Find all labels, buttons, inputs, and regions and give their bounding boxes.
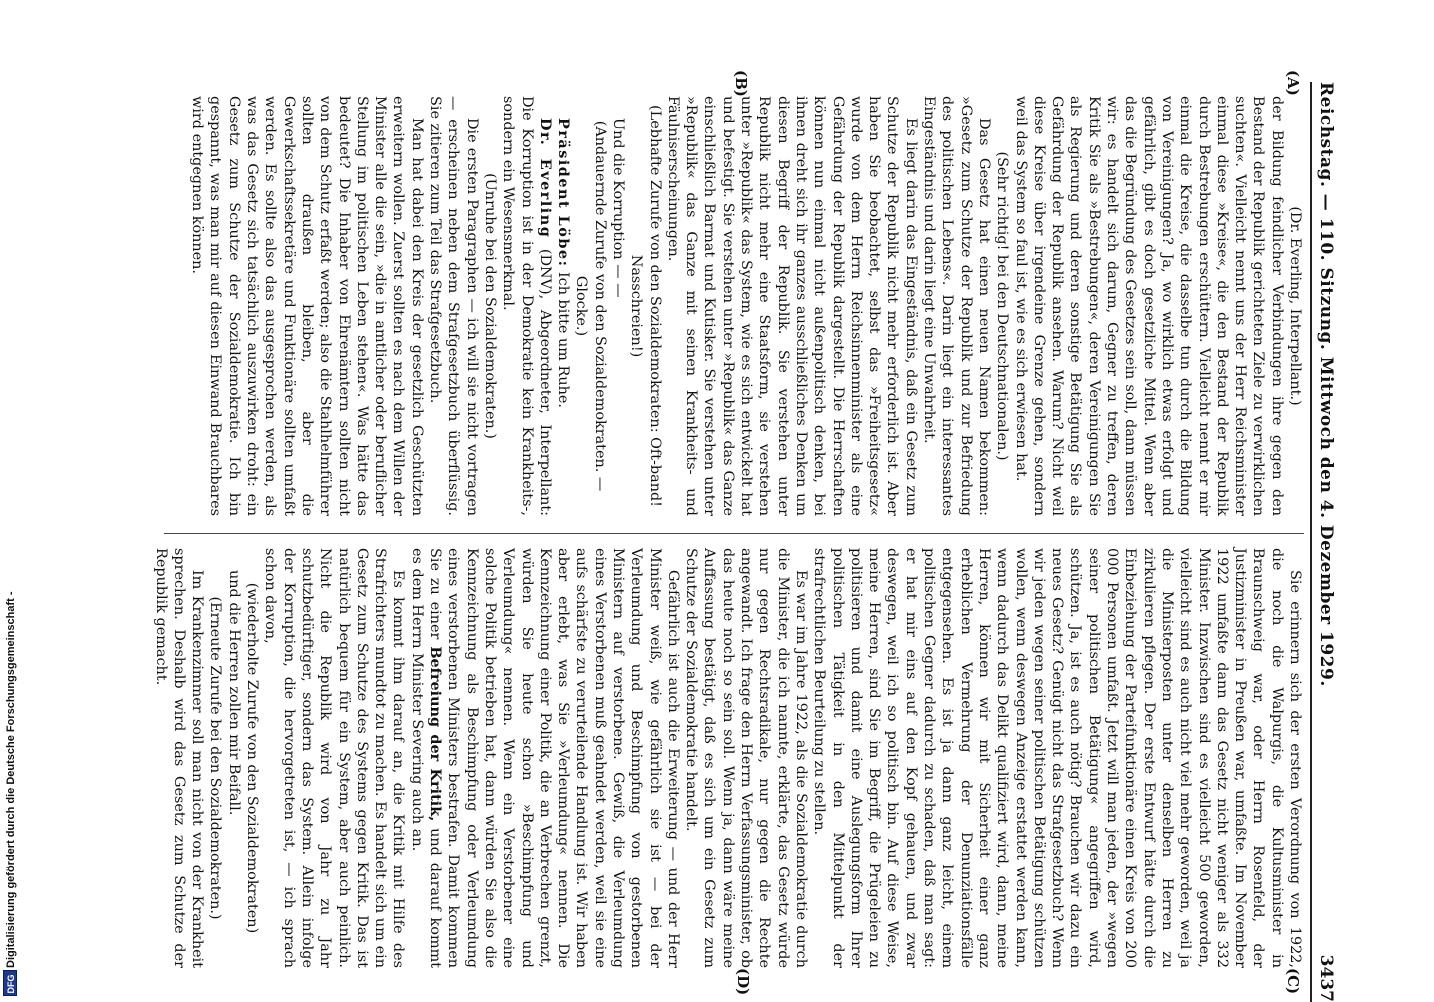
bold-phrase: Befreiung der Kritik, [427, 646, 445, 822]
page-number: 3437 [1316, 954, 1336, 1002]
reaction: (Unruhe bei den Sozialdemokraten.) [481, 173, 498, 439]
page-header [1312, 82, 1340, 1002]
paragraph: Im Krankenzimmer soll man nicht von der Krankheit sprechen. Deshalb wird das Gesetz zum Schutze der Republik gemacht. [152, 548, 206, 968]
header-rule [1310, 82, 1312, 1002]
scanned-page [120, 0, 1350, 1000]
reaction: (Andauernde Zurufe von den Sozialdemokraten. — Glocke.) [573, 120, 608, 492]
dfg-logo-text: DFG [6, 974, 16, 994]
paragraph: und die Herren zollen mir Beifall. [225, 570, 242, 816]
speaker-paragraph [499, 96, 554, 516]
speaker-line: (Dr. Everling, Interpellant.) [1287, 206, 1303, 406]
margin-marker-c: (C) [1284, 968, 1302, 995]
paragraph: der Bildung feindlicher Verbindungen ihre gegen den Bestand der Republik gerichteten Ziele zu verwirklichen suchten«. Vielleicht nennt uns der Herr Reichsminister einmal diese »Kreise«, die den Bestand der Republik durch Bestrebungen erschüttern. Vielleicht nennt er mir einmal die Kreise, die dasselbe tun durch die Bildung von Vereinigungen? Ja, wo wirklich etwas erfolgt und gefährlich, gibt es doch gesetzliche Mittel. Wenn aber das die Begründung des Gesetzes sein soll, dann müssen wir: es handelt sich darum, Gegner zu treffen, deren Kritik Sie als »Bestrebungen«, deren Vereinigungen Sie als Regierung und deren sonstige Betätigung Sie als Gefährdung der Republik ansehen. Warum? Nicht weil diese Kreise über irgendeine Grenze gehen, sondern weil das System so faul ist, wie es sich erwiesen hat. [1012, 96, 1285, 516]
paragraph: Sie erinnern sich der ersten Verordnung von 1922, die noch die Walpurgis, die Kultusminister in Braunschweig war, oder Herrn Rosenfeld, der Justizminister in Preußen war, umfaßte. Im November 1922 umfaßte dann das Gesetz nicht weniger als 332 Minister. Inzwischen sind es vielleicht 500 geworden, vielleicht sind es auch nicht viel mehr geworden, weil ja die Ministerposten unter denselben Herren zu zirkulieren pflegen. Der erste Entwurf hätte durch die Einbeziehung der Parteifunktionäre einen Kreis von 200 000 Personen umfaßt. Jetzt will man jeden, der »wegen seiner politischen Betätigung« angegriffen wird, schützen. Ja, ist es auch nötig? Brauchen wir dazu ein neues Gesetz? Genügt nicht das Strafgesetzbuch? Wenn wir jeden wegen seiner politischen Betätigung schützen wollen, wenn deswegen Anzeige erstattet werden kann, wenn dadurch das Delikt qualifiziert wird, dann, meine Herren, können wir mit Sicherheit einer ganz erheblichen Vermehrung der Denunziationsfälle entgegensehen. Es ist ja dann ganz leicht, einem politischen Gegner dadurch zu schaden, daß man sagt: er hat mir eins auf den Kopf gehauen, und zwar deswegen, weil ich so politisch bin. Auf diese Weise, meine Herren, sind Sie im Begriff, die Prügeleien zu politisieren und damit eine Auslegungsform Ihrer politischen Tätigkeit in den Mittelpunkt der strafrechtlichen Beurteilung zu stellen. [811, 548, 1303, 968]
paragraph: Es kommt ihm darauf an, die Kritik mit Hilfe des Strafrichters mundtot zu machen. Es handelt sich um ein Gesetz zum Schutze des Systems gegen Kritik. Das ist natürlich bequem für ein System, aber auch peinlich. Nicht die Republik wird von Jahr zu Jahr schutzbedürftiger, sondern das System. Allein infolge der Korruption, die hervorgetreten ist, — ich sprach schon davon, [262, 548, 407, 968]
president-line [554, 96, 572, 516]
dfg-credit-text: Digitalisierung gefördert durch die Deutsche Forschungsgemeinschaft - [5, 591, 17, 968]
margin-marker-b: (B) [732, 70, 750, 97]
reaction: (Sehr richtig! bei den Deutschnationalen.) [994, 151, 1011, 461]
right-column [140, 548, 1304, 968]
paragraph: Die ersten Paragraphen — ich will sie nicht vortragen — erscheinen neben dem Strafgesetzbuch überflüssig. Sie zitieren zum Teil das Strafgesetzbuch. [427, 96, 480, 516]
paragraph-text: Gefährlich ist auch die Erweiterung — und der Herr Minister weiß, wie gefährlich sie ist — bei der Verleumdung und Beschimpfung von gestorbenen Ministern auf verstorbene. Gewiß, die Verleumdung eines Verstorbenen muß geahndet werden, weil sie eine aufs schärfste zu verurteilende Handlung ist. Wir haben aber erlebt, was Sie »Verleumdung« nennen. Die Kennzeichnung einer Politik, die an Verbrechen grenzt, würden Sie heute schon »Beschimpfung und Verleumdung« nennen. Wenn ein Verstorbener eine solche Politik betrieben hat, dann würden Sie also die Kennzeichnung als Beschimpfung oder Verleumdung eines verstorbenen Ministers bestrafen. Damit kommen Sie zu einer [427, 548, 681, 968]
column-divider [164, 533, 1304, 534]
paragraph: Das Gesetz hat einen neuen Namen bekommen: »Gesetz zum Schutze der Republik und zur Befriedung des politischen Lebens«. Darin liegt ein interessantes Eingeständnis und darin liegt eine Unwahrheit. [921, 96, 992, 516]
scanned-page-area [120, 0, 1350, 1000]
president-name: Präsident Löbe: [555, 118, 573, 268]
paragraph: Und die Korruption — — [610, 118, 627, 298]
paragraph [407, 548, 681, 968]
reaction: (Lebhafte Zurufe von den Sozialdemokraten: Oft-band! Nasschreien!) [628, 105, 663, 507]
speaker-name: Dr. Everling [536, 118, 554, 239]
reaction: (Erneute Zurufe bei den Sozialdemokraten.) [207, 596, 224, 920]
speaker-text: (DNV), Abgeordneter, Interpellant: Die Korruption ist in der Demokratie kein Krankheits-, sondern ein Wesensmerkmal. [500, 96, 553, 516]
page-title: Reichstag. — 110. Sitzung. Mittwoch den 4. Dezember 1929. [1316, 82, 1336, 687]
paragraph: Es liegt darin das Eingeständnis, daß ein Gesetz zum Schutze der Republik nicht mehr erforderlich ist. Aber haben Sie beobachtet, selbst das »Freiheitsgesetz« wurde von dem Herrn Reichsinnenminister als eine Gefährdung der Republik dargestellt. Die Herrschaften können nun einmal nicht außenpolitisch denken, bei ihnen dreht sich ihr ganzes ausschließliches Denken um diesen Begriff der Republik. Sie verstehen unter Republik nicht mehr eine Staatsform, sie verstehen unter »Republik« das System, wie es sich entwickelt hat und befestigt. Sie verstehen unter »Republik« das Ganze einschließlich Barmat und Kutisker. Sie verstehen unter »Republik« das Ganze mit seinen Krankheits- und Fäulniserscheinungen. [664, 96, 919, 516]
margin-marker-d: (D) [734, 968, 752, 996]
paragraph-text: und darauf kommt es dem Herrn Minister Severing auch an. [408, 548, 444, 969]
left-column [140, 96, 1304, 516]
president-text: Ich bitte um Ruhe. [555, 271, 572, 408]
paragraph: Man hat dabei den Kreis der gesetzlich Geschützten erweitern wollen. Zuerst sollten es nach dem Willen der Minister alle die sein, »die in amtlicher oder beruflicher Stellung im politischen Leben stehen«. Was hätte das bedeutet? Die Inhaber von Ehrenämtern sollten nicht von dem Schutz erfaßt werden; also die Stahlhelmführer sollten draußen bleiben, aber die Gewerkschaftssekretäre und Funktionäre sollten umfaßt werden. Es sollte also das ausgesprochen werden, als was das Gesetz sich tatsächlich auszuwirken droht: ein Gesetz zum Schutze der Sozialdemokratie. Ich bin gespannt, was man mir auf diesen Einwand Brauchbares wird entgegnen können. [189, 96, 425, 516]
paragraph: Es war im Jahre 1922, als die Sozialdemokratie durch die Minister, die ich nannte, erklärte, das Gesetz würde nur gegen Rechtsradikale, nur gegen die Rechte angewandt. Ich frage den Herrn Verfassungsminister, ob das heute noch so sein soll. Wenn ja, dann wäre meine Auffassung bestätigt, daß es sich um ein Gesetz zum Schutze der Sozialdemokratie handelt. [683, 548, 809, 968]
footer-strip [0, 0, 18, 1000]
reaction: (wiederholte Zurufe von den Sozialdemokraten) [244, 582, 261, 934]
dfg-logo [3, 970, 17, 996]
margin-marker-a: (A) [1284, 70, 1302, 96]
